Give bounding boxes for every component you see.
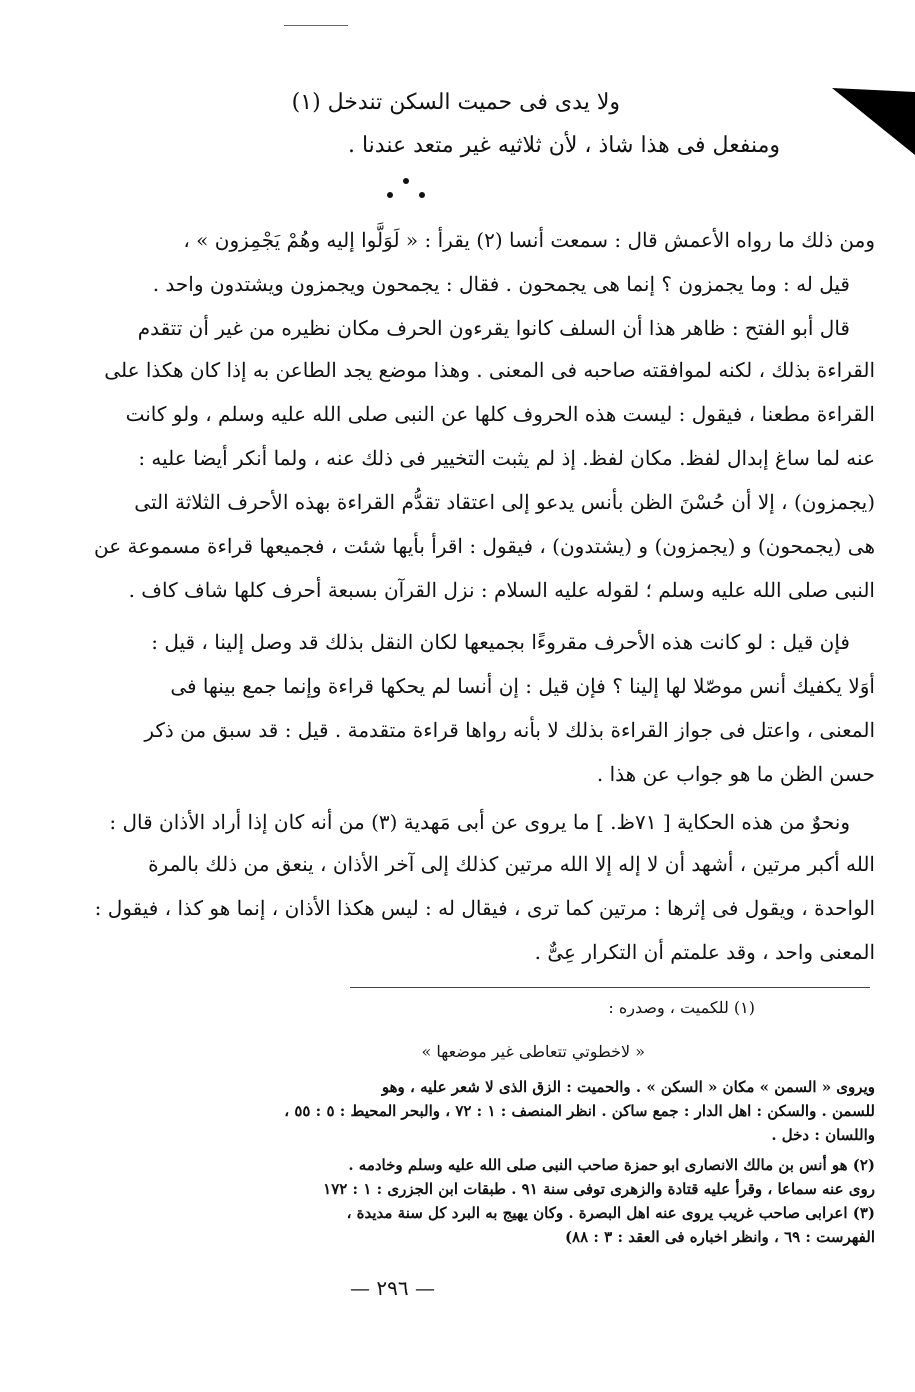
- footnote-3-line-1: (٣) اعرابى صاحب غريب يروى عنه اهل البصرة . وكان يهيج به البرد كل سنة مديدة ،: [346, 1204, 875, 1222]
- poem-verse-1: ولا يدى فى حميت السكن تندخل (١): [291, 90, 620, 115]
- footnote-1-line-2: للسمن . والسكن : اهل الدار : جمع ساكن . انظر المنصف : ١ : ٧٢ ، والبحر المحيط : ٥ : ٥٥ ،: [284, 1102, 875, 1120]
- body-line-16: الواحدة ، ويقول فى إثرها : مرتين كما ترى ، فيقال له : ليس هكذا الأذان ، إنما هو كذا ، فيقول :: [94, 896, 875, 920]
- body-line-11: أوَلا يكفيك أنس موصّلا لها إلينا ؟ فإن قيل : إن أنسا لم يحكها قراءة وإنما جمع بينها فى: [170, 674, 875, 698]
- body-line-10: فإن قيل : لو كانت هذه الأحرف مقروءًا بجميعها لكان النقل بذلك قد وصل إلينا ، قيل :: [151, 630, 850, 654]
- body-line-2: قيل له : وما يجمزون ؟ إنما هى يجمحون . فقال : يجمحون ويجمزون ويشتدون واحد .: [152, 272, 850, 296]
- body-line-7: (يجمزون) ، إلا أن حُسْنَ الظن بأنس يدعو إلى اعتقاد تقدُّم القراءة بهذه الأحرف الثلاثة التى: [134, 490, 875, 514]
- footnote-3-line-2: الفهرست : ٦٩ ، وانظر اخباره فى العقد : ٣ : ٨٨): [564, 1228, 875, 1246]
- body-line-14: ونحوٌ من هذه الحكاية [ ٧١ظ. ] ما يروى عن أبى مَهدية (٣) من أنه كان إذا أراد الأذان قال :: [109, 810, 850, 834]
- footnote-separator: [350, 987, 870, 988]
- body-line-3: قال أبو الفتح : ظاهر هذا أن السلف كانوا يقرءون الحرف مكان نظيره من غير أن تتقدم: [137, 316, 850, 340]
- body-line-1: ومن ذلك ما رواه الأعمش قال : سمعت أنسا (٢) يقرأ : « لَوَلَّوا إليه وهُمْ يَجْمِزون » ،: [183, 228, 875, 252]
- page-number: [350, 1276, 435, 1300]
- footnote-1-intro: (١) للكميت ، وصدره :: [608, 998, 755, 1017]
- footnote-2-line-1: (٢) هو أنس بن مالك الانصارى ابو حمزة صاحب النبى صلى الله عليه وسلم وخادمه .: [348, 1156, 875, 1174]
- body-line-5: القراءة مطعنا ، فيقول : ليست هذه الحروف كلها عن النبى صلى الله عليه وسلم ، ولو كانت: [125, 402, 875, 426]
- body-line-13: حسن الظن ما هو جواب عن هذا .: [596, 762, 875, 786]
- body-line-12: المعنى ، واعتل فى جواز القراءة بذلك لا بأنه رواها قراءة متقدمة . قيل : قد سبق من ذكر: [144, 718, 875, 742]
- body-line-17: المعنى واحد ، وقد علمتم أن التكرار عِىٌّ .: [534, 940, 875, 964]
- section-separator-dots: [378, 173, 438, 203]
- footnote-1-line-3: واللسان : دخل .: [771, 1126, 875, 1144]
- footnote-1-verse: « لاخطوتي تتعاطى غير موضعها »: [421, 1042, 645, 1061]
- poem-verse-2: ومنفعل فى هذا شاذ ، لأن ثلاثيه غير متعد عندنا .: [347, 133, 780, 158]
- body-line-4: القراءة بذلك ، لكنه لموافقته صاحبه فى المعنى . وهذا موضع يجد الطاعن به إذا كان هكذا على: [104, 358, 875, 382]
- body-line-8: هى (يجمحون) و (يجمزون) و (يشتدون) ، فيقول : اقرأ بأيها شئت ، فجميعها قراءة مسموعة عن: [94, 534, 875, 558]
- body-line-6: عنه لما ساغ إبدال لفظ. مكان لفظ. إذ لم يثبت التخيير فى ذلك عنه ، ولما أنكر أيضا عليه :: [138, 446, 875, 470]
- footnote-1-line-1: ويروى « السمن » مكان « السكن » . والحميت : الزق الذى لا شعر عليه ، وهو: [381, 1078, 875, 1096]
- top-rule: [284, 25, 348, 26]
- body-line-15: الله أكبر مرتين ، أشهد أن لا إله إلا الله مرتين كذلك إلى آخر الأذان ، ينعق من ذلك بالمرة: [148, 852, 875, 876]
- page-number-dash-left: —: [350, 1276, 370, 1300]
- footnote-2-line-2: روى عنه سماعا ، وقرأ عليه قتادة والزهرى توفى سنة ٩١ . طبقات ابن الجزرى : ١ : ١٧٢: [323, 1180, 875, 1198]
- page-number-value: ٢٩٦: [376, 1276, 409, 1300]
- page-number-dash-right: —: [414, 1276, 435, 1300]
- body-line-9: النبى صلى الله عليه وسلم ؛ لقوله عليه السلام : نزل القرآن بسبعة أحرف كلها شاف كاف .: [128, 578, 875, 602]
